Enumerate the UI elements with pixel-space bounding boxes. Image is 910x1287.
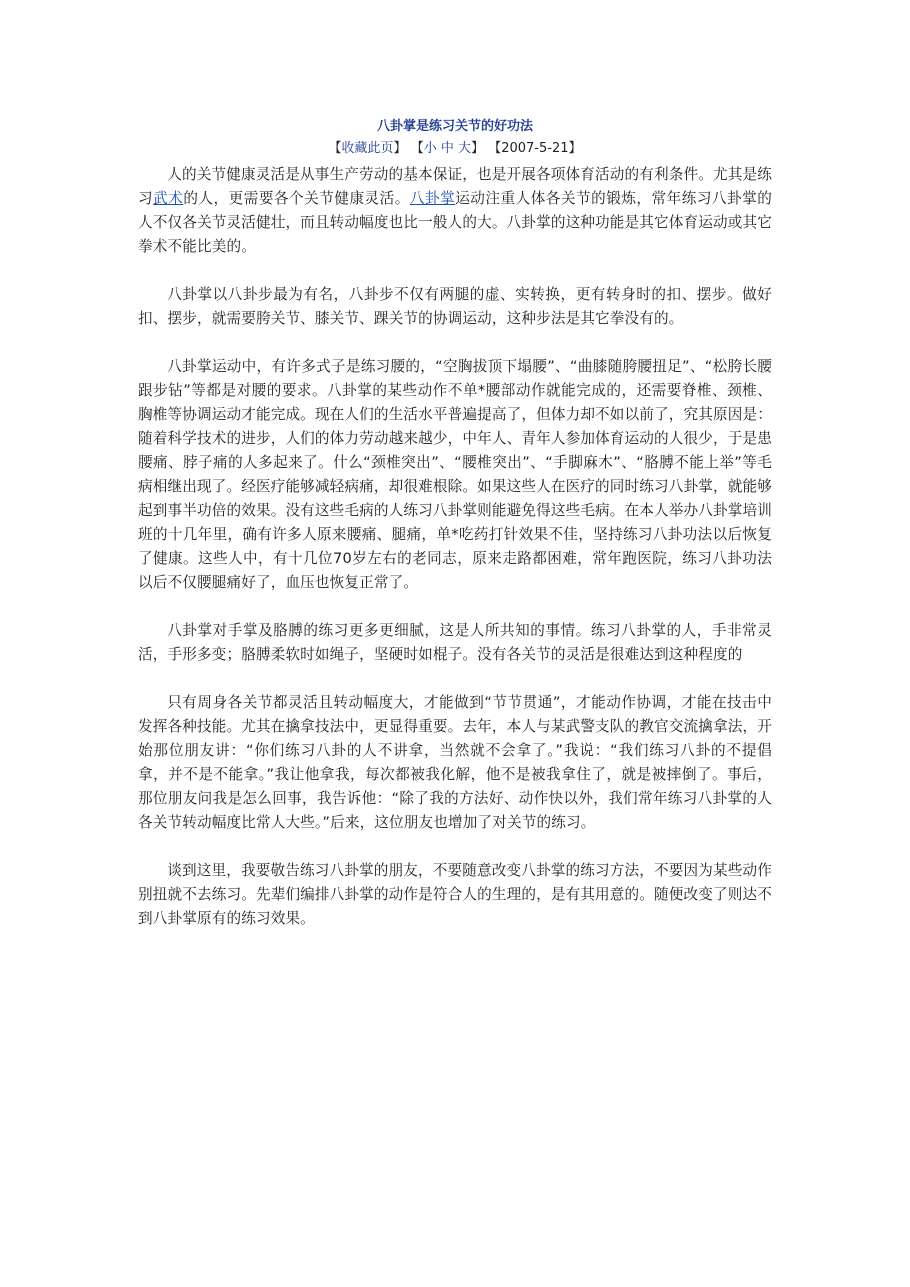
font-size-large-link[interactable]: 大 bbox=[458, 141, 472, 156]
article-title: 八卦掌是练习关节的好功法 bbox=[376, 119, 533, 134]
bracket-close: 】 bbox=[393, 141, 407, 156]
paragraph-1-text-b: 的人，更需要各个关节健康灵活。 bbox=[183, 190, 410, 207]
font-size-medium-link[interactable]: 中 bbox=[440, 141, 454, 156]
paragraph-1-text-a: 人的关节健康灵活是从事生产劳动的基本保证，也是开展各项体育活动的有利条件。尤其是练习 bbox=[138, 166, 772, 207]
publish-date: 2007-5-21 bbox=[501, 141, 569, 156]
paragraph-1-text-c: 运动注重人体各关节的锻炼，常年练习八卦掌的人不仅各关节灵活健壮，而且转动幅度也比一般人的大。八卦掌的这种功能是其它体育运动或其它拳术不能比美的。 bbox=[138, 190, 772, 255]
paragraph-5: 只有周身各关节都灵活且转动幅度大，才能做到“节节贯通”，才能动作协调，才能在技击中发挥各种技能。尤其在擒拿技法中，更显得重要。去年，本人与某武警支队的教官交流擒拿法，开始那位朋友讲：“你们练习八卦的人不讲拿，当然就不会拿了。”我说：“我们练习八卦的不提倡拿，并不是不能拿。”我让他拿我，每次都被我化解，他不是被我拿住了，就是被摔倒了。事后，那位朋友问我是怎么回事，我告诉他：“除了我的方法好、动作快以外，我们常年练习八卦掌的人各关节转动幅度比常人大些。”后来，这位朋友也增加了对关节的练习。 bbox=[138, 694, 772, 831]
article-body bbox=[138, 163, 772, 931]
baguazhang-link[interactable]: 八卦掌 bbox=[409, 190, 456, 207]
paragraph-4: 八卦掌对手掌及胳膊的练习更多更细腻，这是人所共知的事情。练习八卦掌的人，手非常灵活，手形多变；胳膊柔软时如绳子，坚硬时如棍子。没有各关节的灵活是很难达到这种程度的 bbox=[138, 622, 772, 663]
article-page bbox=[138, 117, 772, 955]
paragraph-1 bbox=[138, 163, 772, 259]
bracket-open: 【 bbox=[328, 141, 342, 156]
font-size-small-link[interactable]: 小 bbox=[423, 141, 437, 156]
bookmark-link[interactable]: 收藏此页 bbox=[341, 141, 394, 156]
bracket-close: 】 bbox=[471, 141, 485, 156]
article-meta bbox=[138, 139, 772, 159]
bracket-open: 【 bbox=[410, 141, 424, 156]
paragraph-3: 八卦掌运动中，有许多式子是练习腰的，“空胸拔顶下塌腰”、“曲膝随胯腰扭足”、“松胯长腰跟步钻”等都是对腰的要求。八卦掌的某些动作不单*腰部动作就能完成的，还需要脊椎、颈椎、胸椎等协调运动才能完成。现在人们的生活水平普遍提高了，但体力却不如以前了，究其原因是：随着科学技术的进步，人们的体力劳动越来越少，中年人、青年人参加体育运动的人很少，于是患腰痛、脖子痛的人多起来了。什么“颈椎突出”、“腰椎突出”、“手脚麻木”、“胳膊不能上举”等毛病相继出现了。经医疗能够减轻病痛，却很难根除。如果这些人在医疗的同时练习八卦掌，就能够起到事半功倍的效果。没有这些毛病的人练习八卦掌则能避免得这些毛病。在本人举办八卦掌培训班的十几年里，确有许多人原来腰痛、腿痛，单*吃药打针效果不佳，坚持练习八卦功法以后恢复了健康。这些人中，有十几位70岁左右的老同志，原来走路都困难，常年跑医院，练习八卦功法以后不仅腰腿痛好了，血压也恢复正常了。 bbox=[138, 358, 772, 591]
paragraph-2: 八卦掌以八卦步最为有名，八卦步不仅有两腿的虚、实转换，更有转身时的扣、摆步。做好扣、摆步，就需要胯关节、膝关节、踝关节的协调运动，这种步法是其它拳没有的。 bbox=[138, 286, 772, 327]
wushu-link[interactable]: 武术 bbox=[153, 190, 184, 207]
bracket-open: 【 bbox=[488, 141, 502, 156]
paragraph-6: 谈到这里，我要敬告练习八卦掌的朋友，不要随意改变八卦掌的练习方法，不要因为某些动作别扭就不去练习。先辈们编排八卦掌的动作是符合人的生理的，是有其用意的。随便改变了则达不到八卦掌原有的练习效果。 bbox=[138, 862, 772, 927]
bracket-close: 】 bbox=[568, 141, 582, 156]
